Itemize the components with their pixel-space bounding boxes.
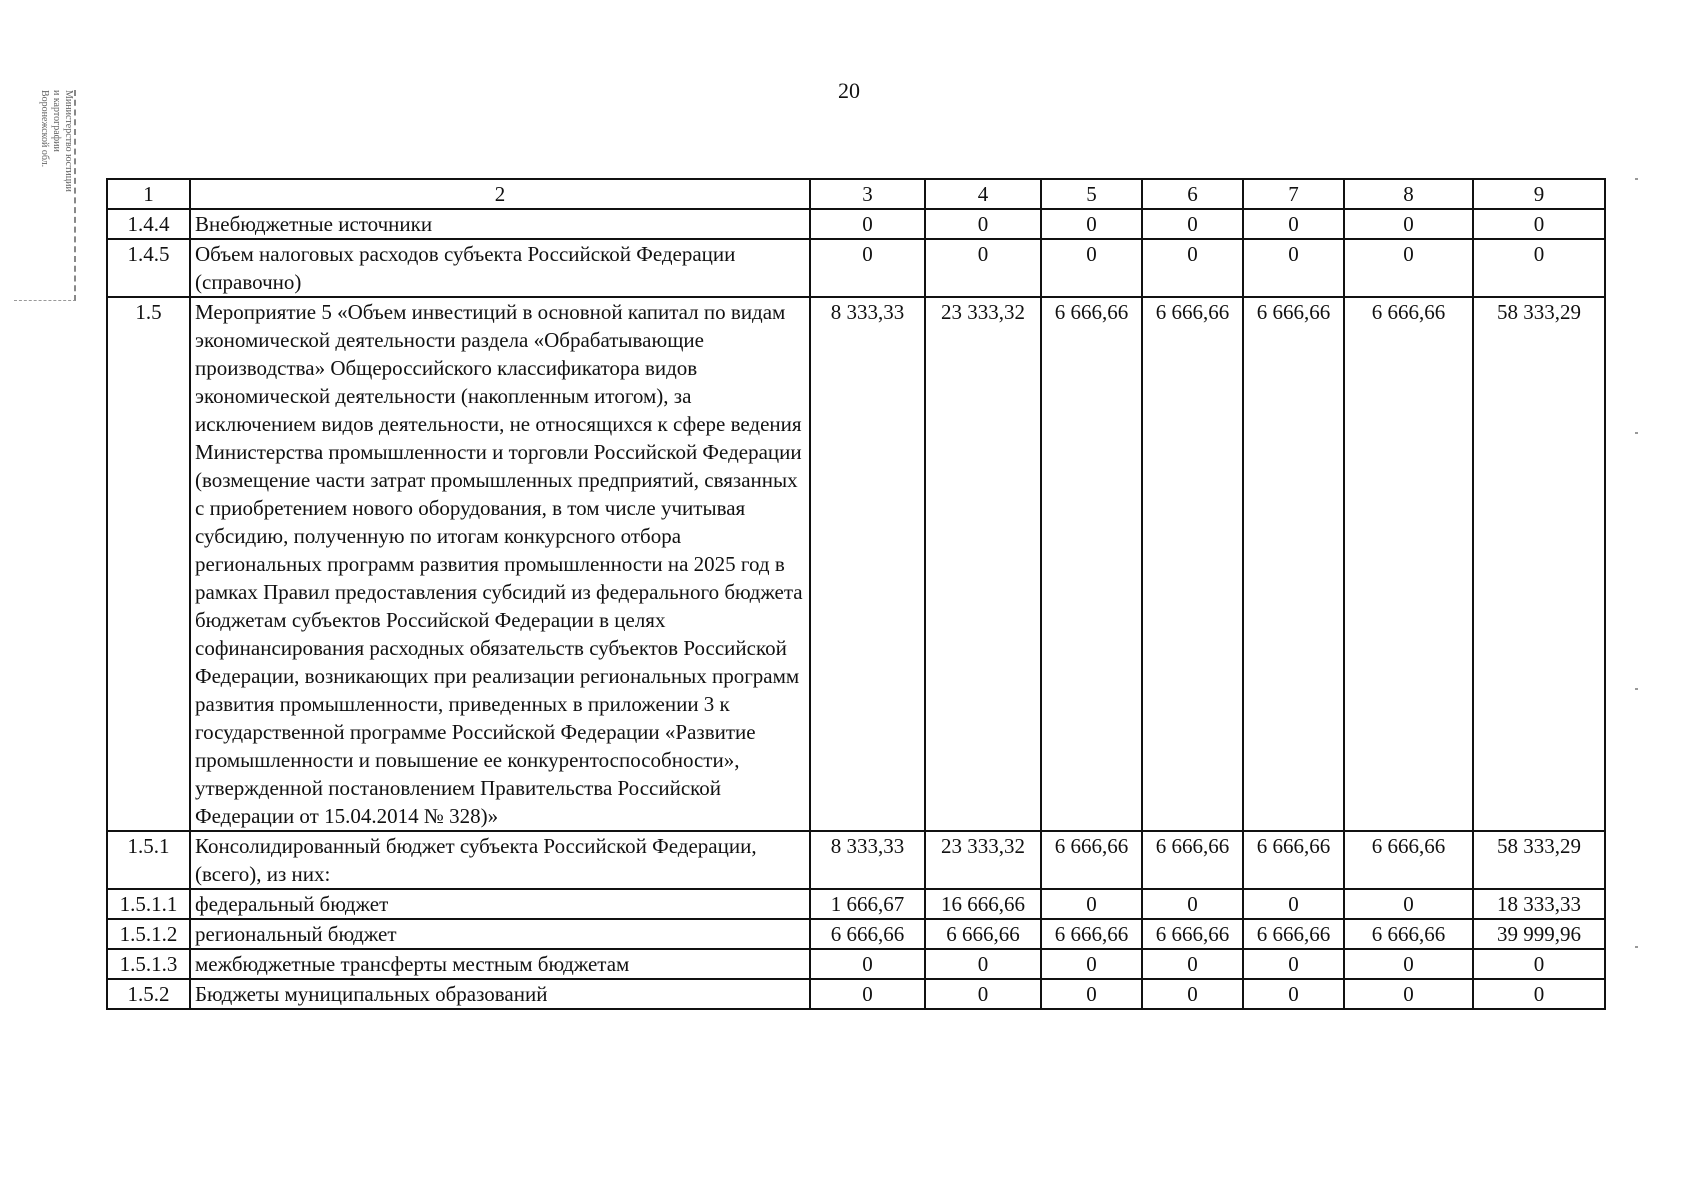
row-value-cell: 0	[925, 979, 1041, 1009]
row-value-cell: 6 666,66	[810, 919, 925, 949]
row-value-cell: 0	[1344, 889, 1473, 919]
row-value-cell: 6 666,66	[1243, 831, 1344, 889]
stamp-line: Министерство юстиции	[63, 90, 74, 192]
row-value-cell: 6 666,66	[1344, 297, 1473, 831]
row-value-cell: 6 666,66	[1041, 831, 1142, 889]
row-value-cell: 0	[1344, 209, 1473, 239]
row-value-cell: 0	[1243, 209, 1344, 239]
budget-table	[106, 178, 1606, 1010]
header-cell: 5	[1041, 179, 1142, 209]
row-name-cell: федеральный бюджет	[190, 889, 810, 919]
row-value-cell: 0	[925, 949, 1041, 979]
row-value-cell: 0	[1473, 979, 1605, 1009]
header-cell: 1	[107, 179, 190, 209]
row-value-cell: 39 999,96	[1473, 919, 1605, 949]
row-value-cell: 0	[1142, 979, 1243, 1009]
header-cell: 6	[1142, 179, 1243, 209]
row-value-cell: 6 666,66	[1243, 919, 1344, 949]
row-value-cell: 6 666,66	[1142, 297, 1243, 831]
row-value-cell: 0	[925, 239, 1041, 297]
row-value-cell: 6 666,66	[1142, 831, 1243, 889]
margin-mark	[1635, 432, 1638, 434]
row-value-cell: 0	[810, 949, 925, 979]
row-value-cell: 16 666,66	[925, 889, 1041, 919]
row-code-cell: 1.5	[107, 297, 190, 831]
row-value-cell: 0	[1473, 949, 1605, 979]
row-code-cell: 1.4.4	[107, 209, 190, 239]
row-value-cell: 0	[810, 239, 925, 297]
row-value-cell: 18 333,33	[1473, 889, 1605, 919]
table-row	[107, 979, 1605, 1009]
row-value-cell: 0	[1142, 889, 1243, 919]
row-value-cell: 0	[1142, 949, 1243, 979]
table-row	[107, 239, 1605, 297]
header-cell: 3	[810, 179, 925, 209]
header-cell: 4	[925, 179, 1041, 209]
row-name-cell: Мероприятие 5 «Объем инвестиций в основной капитал по видам экономической деятельности раздела «Обрабатывающие производства» Общероссийского классификатора видов экономической деятельности (накопленным итогом), за исключением видов деятельности, не относящихся к сфере ведения Министерства промышленности и торговли Российской Федерации (возмещение части затрат промышленных предприятий, связанных с приобретением нового оборудования, в том числе учитывая субсидию, полученную по итогам конкурсного отбора региональных программ развития промышленности на 2025 год в рамках Правил предоставления субсидий из федерального бюджета бюджетам субъектов Российской Федерации в целях софинансирования расходных обязательств субъектов Российской Федерации, возникающих при реализации региональных программ развития промышленности, приведенных в приложении 3 к государственной программе Российской Федерации «Развитие промышленности и повышение ее конкурентоспособности», утвержденной постановлением Правительства Российской Федерации от 15.04.2014 № 328)»	[190, 297, 810, 831]
table-header-row	[107, 179, 1605, 209]
row-value-cell: 0	[1473, 239, 1605, 297]
row-value-cell: 0	[1344, 239, 1473, 297]
table-row	[107, 919, 1605, 949]
margin-mark	[1635, 946, 1638, 948]
header-cell: 2	[190, 179, 810, 209]
row-value-cell: 0	[1142, 239, 1243, 297]
row-name-cell: Бюджеты муниципальных образований	[190, 979, 810, 1009]
table-row	[107, 889, 1605, 919]
row-value-cell: 6 666,66	[925, 919, 1041, 949]
row-value-cell: 0	[1041, 889, 1142, 919]
row-value-cell: 0	[1041, 239, 1142, 297]
row-code-cell: 1.5.1.3	[107, 949, 190, 979]
row-value-cell: 58 333,29	[1473, 831, 1605, 889]
row-value-cell: 1 666,67	[810, 889, 925, 919]
row-value-cell: 6 666,66	[1243, 297, 1344, 831]
stamp-text	[38, 90, 74, 300]
registration-stamp	[14, 90, 76, 301]
row-value-cell: 8 333,33	[810, 297, 925, 831]
row-value-cell: 6 666,66	[1041, 919, 1142, 949]
row-value-cell: 23 333,32	[925, 831, 1041, 889]
row-value-cell: 6 666,66	[1041, 297, 1142, 831]
row-value-cell: 0	[810, 979, 925, 1009]
stamp-line: Воронежской обл.	[39, 90, 50, 168]
row-name-cell: Внебюджетные источники	[190, 209, 810, 239]
row-value-cell: 0	[1344, 979, 1473, 1009]
row-value-cell: 0	[1041, 979, 1142, 1009]
row-value-cell: 0	[1041, 949, 1142, 979]
row-value-cell: 6 666,66	[1142, 919, 1243, 949]
row-value-cell: 6 666,66	[1344, 831, 1473, 889]
row-code-cell: 1.5.1.2	[107, 919, 190, 949]
table-row	[107, 209, 1605, 239]
stamp-line: и картографии	[51, 90, 62, 152]
row-value-cell: 0	[1243, 889, 1344, 919]
header-cell: 8	[1344, 179, 1473, 209]
row-value-cell: 0	[1243, 949, 1344, 979]
row-value-cell: 58 333,29	[1473, 297, 1605, 831]
margin-mark	[1635, 688, 1638, 690]
row-value-cell: 8 333,33	[810, 831, 925, 889]
page-number: 20	[838, 78, 860, 103]
table-row	[107, 949, 1605, 979]
row-name-cell: Консолидированный бюджет субъекта Российской Федерации, (всего), из них:	[190, 831, 810, 889]
row-code-cell: 1.5.2	[107, 979, 190, 1009]
row-value-cell: 0	[1142, 209, 1243, 239]
row-value-cell: 23 333,32	[925, 297, 1041, 831]
table-row	[107, 297, 1605, 831]
row-value-cell: 0	[1473, 209, 1605, 239]
row-value-cell: 0	[925, 209, 1041, 239]
row-value-cell: 0	[810, 209, 925, 239]
row-value-cell: 0	[1344, 949, 1473, 979]
row-value-cell: 0	[1041, 209, 1142, 239]
row-code-cell: 1.5.1.1	[107, 889, 190, 919]
row-code-cell: 1.4.5	[107, 239, 190, 297]
row-name-cell: региональный бюджет	[190, 919, 810, 949]
row-name-cell: межбюджетные трансферты местным бюджетам	[190, 949, 810, 979]
header-cell: 9	[1473, 179, 1605, 209]
row-name-cell: Объем налоговых расходов субъекта Российской Федерации (справочно)	[190, 239, 810, 297]
margin-mark	[1635, 178, 1638, 180]
header-cell: 7	[1243, 179, 1344, 209]
row-value-cell: 6 666,66	[1344, 919, 1473, 949]
row-value-cell: 0	[1243, 239, 1344, 297]
row-code-cell: 1.5.1	[107, 831, 190, 889]
table-row	[107, 831, 1605, 889]
row-value-cell: 0	[1243, 979, 1344, 1009]
